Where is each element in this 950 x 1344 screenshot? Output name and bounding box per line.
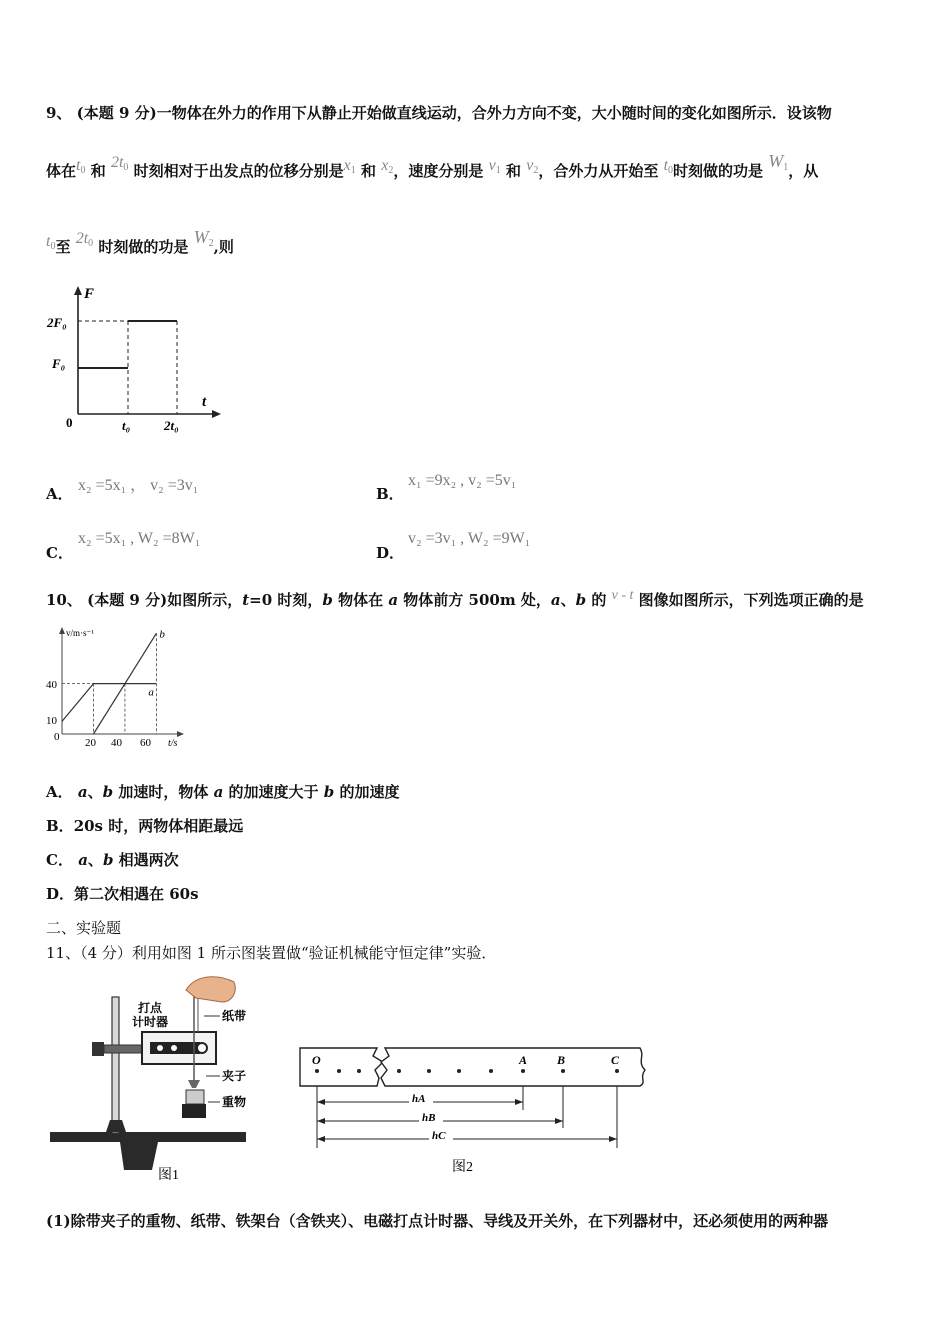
x-axis-arrow: [177, 731, 184, 737]
q10-text: 、: [560, 591, 576, 609]
q10-var-a: a: [550, 591, 561, 609]
label-hB: hB: [422, 1112, 436, 1124]
q9-text: 体在: [46, 162, 77, 180]
q9-option-c-expr: x₂ =5x₁ , W₂ =8W₁: [78, 530, 201, 547]
y-axis-arrow: [74, 286, 82, 295]
math-v1: $v_1$: [488, 157, 501, 176]
q10-option-a: [46, 781, 400, 802]
q10-var-b: b: [323, 783, 335, 801]
label-clip: 夹子: [222, 1069, 247, 1083]
math-2t0: $2t_0$: [110, 154, 129, 173]
label-timer-1: 打点: [138, 1001, 163, 1015]
q10-vt-expr: v - t: [611, 588, 634, 603]
arrow-icon: [555, 1118, 563, 1124]
q10-line-1: [46, 589, 864, 610]
q10-text: 、: [87, 783, 103, 801]
q10-var-b: b: [322, 591, 333, 609]
force-time-graph: [40, 282, 230, 442]
tape-dot: [427, 1069, 431, 1073]
tape-dot: [397, 1069, 401, 1073]
point-label-B: B: [557, 1053, 566, 1067]
figure-2-tape: [295, 1040, 660, 1180]
velocity-time-graph: [40, 622, 200, 752]
tick-F0: F₀: [52, 356, 66, 371]
q10-text: 图像如图所示，下列选项正确的是: [633, 591, 864, 609]
arrow-icon: [515, 1099, 523, 1105]
tick-20: 20: [85, 737, 96, 749]
q10-text: 如图所示，: [167, 591, 243, 609]
q10-option-b: [46, 815, 243, 836]
clamp-arm: [104, 1045, 144, 1053]
option-letter: C．: [46, 851, 73, 869]
tick-40-x: 40: [111, 737, 122, 749]
tape-dot: [457, 1069, 461, 1073]
timer-point: [157, 1045, 163, 1051]
math-t0: $t_0$: [76, 157, 86, 176]
math-2t0: $2t_0$: [75, 230, 94, 249]
tick-2F0: 2F₀: [47, 315, 67, 330]
point-label-C: C: [611, 1053, 620, 1067]
x-axis-arrow: [212, 410, 221, 418]
tape-dot: [521, 1069, 525, 1073]
tape-dot: [615, 1069, 619, 1073]
clip-icon: [188, 1080, 200, 1088]
q9-option-c-letter: C．: [46, 544, 73, 562]
q9-option-a-letter: A．: [46, 485, 73, 503]
math-W1: $W_1$: [768, 151, 789, 173]
origin-label: 0: [66, 415, 73, 430]
math-x1: $x_1$: [343, 157, 356, 176]
q9-option-b-expr: x₁ =9x₂ , v₂ =5v₁: [408, 472, 517, 489]
q9-number: 9、: [46, 104, 72, 122]
tape-dot: [357, 1069, 361, 1073]
option-letter: A．: [46, 783, 73, 801]
option-letter: B．: [46, 817, 74, 835]
y-axis-label: v/m·s⁻¹: [66, 628, 94, 638]
q10-var-t: t: [242, 591, 250, 609]
q10-option-d: [46, 883, 199, 904]
measure-lines: [317, 1086, 617, 1148]
arrow-icon: [609, 1136, 617, 1142]
math-v2: $v_2$: [526, 157, 539, 176]
arrow-icon: [317, 1136, 325, 1142]
q10-text: 物体在: [332, 591, 389, 609]
math-W2: $W_2$: [193, 227, 214, 249]
point-label-O: O: [312, 1053, 321, 1067]
q9-line-3: [46, 227, 234, 258]
option-text: 第二次相遇在 60s: [74, 885, 199, 903]
section-heading: 二、实验题: [46, 919, 122, 937]
x-axis-label: t/s: [168, 738, 178, 749]
q9-line-2: [46, 151, 819, 182]
tape-dot: [315, 1069, 319, 1073]
origin-label: 0: [54, 731, 60, 743]
q10-text: =0 时刻，: [249, 591, 323, 609]
tick-40: 40: [46, 679, 57, 691]
q10-score: (本题 9 分): [87, 591, 168, 609]
q9-text: 和: [90, 162, 106, 180]
label-timer-2: 计时器: [132, 1015, 169, 1029]
q9-option-a-expr: x₂ =5x₁ ， v₂ =3v₁: [78, 477, 199, 494]
rod-foot: [106, 1120, 126, 1132]
label-hA: hA: [412, 1093, 426, 1105]
point-label-A: A: [519, 1053, 528, 1067]
q9-text: 至: [55, 238, 71, 256]
q10-text: 的: [586, 591, 612, 609]
q10-var-a: a: [77, 783, 88, 801]
label-hC: hC: [432, 1130, 446, 1142]
series-line-a: [62, 684, 156, 722]
q9-text: ,则: [213, 238, 234, 256]
q10-option-c: [46, 849, 179, 870]
q10-text: 、: [87, 851, 103, 869]
x-axis-label: t: [202, 394, 207, 410]
q10-var-a: a: [213, 783, 224, 801]
stand-rod: [112, 997, 119, 1133]
series-label-a: a: [148, 686, 154, 699]
figure-1-apparatus: [46, 972, 266, 1187]
q9-text: 和: [505, 162, 521, 180]
q10-text: 物体前方 500m 处，: [398, 591, 551, 609]
q10-text: 相遇两次: [113, 851, 179, 869]
tape-dot: [561, 1069, 565, 1073]
q10-var-b: b: [102, 783, 114, 801]
q9-option-d-expr: v₂ =3v₁ , W₂ =9W₁: [408, 530, 531, 547]
tape-right: [381, 1048, 645, 1086]
q9-line-1: [46, 102, 832, 123]
label-weight: 重物: [222, 1095, 247, 1109]
math-t0: $t_0$: [46, 233, 56, 252]
q9-text: 时刻相对于出发点的位移分别是: [133, 162, 344, 180]
q9-text-1: 一物体在外力的作用下从静止开始做直线运动，合外力方向不变，大小随时间的变化如图所示．设该物: [156, 104, 832, 122]
q11-line-1: 11、（4 分）利用如图 1 所示图装置做“验证机械能守恒定律”实验．: [46, 944, 497, 962]
q10-var-a: a: [388, 591, 399, 609]
tape-dot: [489, 1069, 493, 1073]
arrow-icon: [317, 1118, 325, 1124]
q10-var-a: a: [78, 851, 88, 869]
timer-wheel: [197, 1043, 207, 1053]
tape-dot: [337, 1069, 341, 1073]
q9-option-d-letter: D．: [376, 544, 405, 562]
q9-text: ，速度分别是: [393, 162, 484, 180]
label-tape: 纸带: [222, 1009, 247, 1023]
math-x2: $x_2$: [381, 157, 394, 176]
arrow-icon: [317, 1099, 325, 1105]
option-letter: D．: [46, 885, 75, 903]
y-axis-arrow: [59, 627, 65, 634]
q9-option-b-letter: B．: [376, 485, 404, 503]
q10-text: 的加速度: [334, 783, 400, 801]
caption-fig1: 图1: [158, 1168, 179, 1183]
tick-60: 60: [140, 737, 151, 749]
q9-text: ，合外力从开始至: [538, 162, 659, 180]
clamp-knob: [92, 1042, 104, 1056]
q9-text: 和: [361, 162, 377, 180]
q10-number: 10、: [46, 591, 82, 609]
tick-2t0: 2t₀: [164, 418, 179, 433]
q10-var-b: b: [575, 591, 587, 609]
q9-text: ，从: [788, 162, 819, 180]
weight-block: [182, 1104, 206, 1118]
q10-var-b: b: [102, 851, 114, 869]
caption-fig2: 图2: [452, 1160, 473, 1175]
stand-base: [50, 1132, 246, 1170]
clip-body: [186, 1090, 204, 1104]
tick-t0: t₀: [122, 418, 131, 433]
option-text: 20s 时，两物体相距最远: [73, 817, 244, 835]
q9-text: 时刻做的功是: [673, 162, 764, 180]
series-label-b: b: [159, 628, 165, 641]
y-axis-label: F: [84, 286, 95, 302]
q9-text: 时刻做的功是: [98, 238, 189, 256]
q10-text: 的加速度大于: [223, 783, 324, 801]
q10-text: 加速时，物体: [113, 783, 214, 801]
tick-10: 10: [46, 715, 57, 727]
q11-line-2: (1)除带夹子的重物、纸带、铁架台（含铁夹）、电磁打点计时器、导线及开关外，在下列器材中，还必须使用的两种器: [46, 1212, 829, 1230]
math-t0: $t_0$: [663, 157, 674, 176]
q9-score: (本题 9 分): [76, 104, 157, 122]
timer-point: [171, 1045, 177, 1051]
series: [62, 633, 156, 734]
